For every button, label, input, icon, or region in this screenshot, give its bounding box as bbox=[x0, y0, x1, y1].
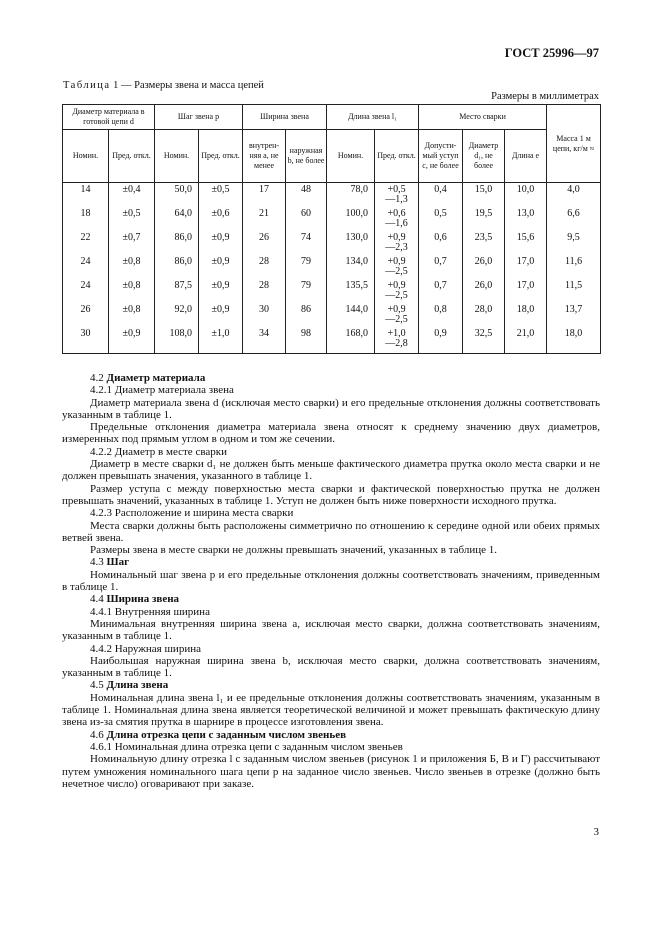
cell-length-dev bbox=[375, 329, 419, 354]
table-row bbox=[63, 305, 601, 329]
length-dev-plus: +0,6 bbox=[387, 208, 406, 219]
section-4-4-title: Ширина звена bbox=[106, 593, 180, 606]
cell-pitch-nom: 86,0 bbox=[155, 257, 199, 281]
cell-diameter-dev: ±0,7 bbox=[109, 233, 155, 257]
cell-weld-length: 10,0 bbox=[505, 183, 547, 210]
cell-pitch-nom: 92,0 bbox=[155, 305, 199, 329]
header-diameter-dev: Пред. откл. bbox=[109, 130, 155, 183]
header-step: Допусти-мый уступ c, не более bbox=[419, 130, 463, 183]
section-4-5 bbox=[62, 679, 600, 691]
length-dev-minus: —1,6 bbox=[385, 218, 408, 229]
section-4-5-title: Длина звена bbox=[106, 679, 169, 692]
cell-diameter-dev: ±0,8 bbox=[109, 281, 155, 305]
cell-length-nom: 130,0 bbox=[327, 233, 375, 257]
units-note: Размеры в миллиметрах bbox=[491, 91, 599, 102]
cell-diameter-dev: ±0,5 bbox=[109, 209, 155, 233]
section-4-4-1-heading: 4.4.1 Внутренняя ширина bbox=[90, 605, 210, 618]
cell-diameter-nom: 24 bbox=[63, 281, 109, 305]
header-pitch-dev: Пред. откл. bbox=[199, 130, 243, 183]
section-4-4-number: 4.4 bbox=[90, 593, 104, 606]
cell-mass: 11,5 bbox=[547, 281, 601, 305]
cell-mass: 6,6 bbox=[547, 209, 601, 233]
section-4-6-1-heading: 4.6.1 Номинальная длина отрезка цепи с заданным числом звеньев bbox=[90, 740, 403, 753]
cell-inner-width: 21 bbox=[243, 209, 286, 233]
cell-mass: 18,0 bbox=[547, 329, 601, 354]
page-number: 3 bbox=[593, 826, 599, 838]
cell-weld-diameter: 15,0 bbox=[463, 183, 505, 210]
cell-weld-length: 15,6 bbox=[505, 233, 547, 257]
header-width: Ширина звена bbox=[243, 105, 327, 130]
length-dev-plus: +0,9 bbox=[387, 256, 406, 267]
cell-diameter-nom: 14 bbox=[63, 183, 109, 210]
cell-step: 0,6 bbox=[419, 233, 463, 257]
header-mass: Масса 1 м цепи, кг/м ≈ bbox=[547, 105, 601, 183]
cell-weld-diameter: 19,5 bbox=[463, 209, 505, 233]
cell-length-nom: 135,5 bbox=[327, 281, 375, 305]
table-title-label: Таблица bbox=[63, 80, 111, 91]
cell-inner-width: 17 bbox=[243, 183, 286, 210]
header-length-nom: Номин. bbox=[327, 130, 375, 183]
cell-inner-width: 30 bbox=[243, 305, 286, 329]
header-length-dev: Пред. откл. bbox=[375, 130, 419, 183]
cell-outer-width: 79 bbox=[286, 281, 327, 305]
cell-diameter-nom: 18 bbox=[63, 209, 109, 233]
header-weld: Место сварки bbox=[419, 105, 547, 130]
section-4-2-1-heading: 4.2.1 Диаметр материала звена bbox=[90, 384, 234, 397]
cell-weld-length: 13,0 bbox=[505, 209, 547, 233]
cell-weld-diameter: 26,0 bbox=[463, 281, 505, 305]
cell-diameter-dev: ±0,4 bbox=[109, 183, 155, 210]
cell-mass: 9,5 bbox=[547, 233, 601, 257]
dimensions-table bbox=[62, 104, 601, 354]
paragraph-4-6-1: Номинальную длину отрезка l с заданным числом звеньев (рисунок 1 и приложения Б, В и Г) рассчитывают путем умножения номинального шага цепи p на заданное число звеньев. Число звеньев в отрезке (должно быть нечетное число) оговаривают при заказе. bbox=[62, 753, 600, 790]
cell-outer-width: 79 bbox=[286, 257, 327, 281]
section-4-2-3-heading: 4.2.3 Расположение и ширина места сварки bbox=[90, 507, 294, 520]
cell-length-dev bbox=[375, 233, 419, 257]
length-dev-minus: —2,3 bbox=[385, 242, 408, 253]
length-dev-minus: —2,5 bbox=[385, 314, 408, 325]
section-4-6-number: 4.6 bbox=[90, 728, 104, 741]
cell-outer-width: 98 bbox=[286, 329, 327, 354]
body-text bbox=[62, 372, 600, 790]
cell-outer-width: 48 bbox=[286, 183, 327, 210]
cell-length-nom: 168,0 bbox=[327, 329, 375, 354]
cell-step: 0,5 bbox=[419, 209, 463, 233]
cell-diameter-dev: ±0,8 bbox=[109, 257, 155, 281]
cell-inner-width: 34 bbox=[243, 329, 286, 354]
section-4-5-number: 4.5 bbox=[90, 679, 104, 692]
cell-step: 0,7 bbox=[419, 281, 463, 305]
cell-length-nom: 78,0 bbox=[327, 183, 375, 210]
cell-step: 0,9 bbox=[419, 329, 463, 354]
section-4-4 bbox=[62, 593, 600, 605]
cell-length-dev bbox=[375, 305, 419, 329]
cell-inner-width: 28 bbox=[243, 281, 286, 305]
section-4-3 bbox=[62, 556, 600, 568]
cell-step: 0,8 bbox=[419, 305, 463, 329]
cell-weld-length: 17,0 bbox=[505, 257, 547, 281]
cell-pitch-dev: ±0,9 bbox=[199, 305, 243, 329]
section-4-2 bbox=[62, 372, 600, 384]
length-dev-minus: —2,8 bbox=[385, 338, 408, 349]
paragraph-4-2-2-b: Размер уступа c между поверхностью места сварки и фактической поверхностью прутка не должен превышать значений, указанных в таблице 1. Уступ не должен быть ниже поверхности исходного прутка. bbox=[62, 482, 600, 507]
cell-diameter-dev: ±0,9 bbox=[109, 329, 155, 354]
header-inner-width: внутрен-няя a, не менее bbox=[243, 130, 286, 183]
cell-pitch-nom: 108,0 bbox=[155, 329, 199, 354]
cell-step: 0,7 bbox=[419, 257, 463, 281]
length-dev-plus: +1,0 bbox=[387, 328, 406, 339]
section-4-2-title: Диаметр материала bbox=[106, 372, 206, 384]
cell-outer-width: 60 bbox=[286, 209, 327, 233]
cell-pitch-dev: ±0,9 bbox=[199, 257, 243, 281]
length-dev-plus: +0,9 bbox=[387, 280, 406, 291]
cell-diameter-dev: ±0,8 bbox=[109, 305, 155, 329]
header-pitch: Шаг звена p bbox=[155, 105, 243, 130]
cell-step: 0,4 bbox=[419, 183, 463, 210]
cell-pitch-dev: ±1,0 bbox=[199, 329, 243, 354]
cell-inner-width: 28 bbox=[243, 257, 286, 281]
cell-length-nom: 134,0 bbox=[327, 257, 375, 281]
cell-pitch-nom: 87,5 bbox=[155, 281, 199, 305]
cell-diameter-nom: 26 bbox=[63, 305, 109, 329]
table-row bbox=[63, 281, 601, 305]
cell-weld-length: 18,0 bbox=[505, 305, 547, 329]
table-title-number: 1 bbox=[113, 80, 119, 91]
header-length: Длина звена l₁ bbox=[327, 105, 419, 130]
length-dev-plus: +0,9 bbox=[387, 304, 406, 315]
cell-mass: 4,0 bbox=[547, 183, 601, 210]
cell-length-nom: 100,0 bbox=[327, 209, 375, 233]
header-weld-diameter: Диаметр d₁, не более bbox=[463, 130, 505, 183]
cell-outer-width: 86 bbox=[286, 305, 327, 329]
cell-weld-diameter: 23,5 bbox=[463, 233, 505, 257]
cell-weld-diameter: 32,5 bbox=[463, 329, 505, 354]
header-outer-width: наружная b, не более bbox=[286, 130, 327, 183]
length-dev-plus: +0,9 bbox=[387, 232, 406, 243]
document-code: ГОСТ 25996—97 bbox=[504, 46, 599, 60]
cell-pitch-nom: 64,0 bbox=[155, 209, 199, 233]
length-dev-minus: —2,5 bbox=[385, 266, 408, 277]
section-4-6-title: Длина отрезка цепи с заданным числом звеньев bbox=[106, 728, 347, 741]
paragraph-4-2-3-b: Размеры звена в месте сварки не должны превышать значений, указанных в таблице 1. bbox=[90, 544, 497, 557]
header-diameter-nom: Номин. bbox=[63, 130, 109, 183]
cell-pitch-dev: ±0,9 bbox=[199, 281, 243, 305]
length-dev-plus: +0,5 bbox=[387, 184, 406, 195]
paragraph-4-3: Номинальный шаг звена p и его предельные отклонения должны соответствовать значениям, приведенным в таблице 1. bbox=[62, 568, 600, 594]
paragraph-4-2-2-a: Диаметр в месте сварки d₁ не должен быть меньше фактического диаметра прутка около места сварки и не должен превышать значения, указанного в таблице 1. bbox=[62, 458, 600, 483]
cell-length-dev bbox=[375, 209, 419, 233]
header-diameter: Диаметр материала в готовой цепи d bbox=[63, 105, 155, 130]
cell-pitch-dev: ±0,9 bbox=[199, 233, 243, 257]
cell-pitch-nom: 50,0 bbox=[155, 183, 199, 210]
table-row bbox=[63, 209, 601, 233]
cell-mass: 11,6 bbox=[547, 257, 601, 281]
cell-length-dev bbox=[375, 183, 419, 210]
length-dev-minus: —2,5 bbox=[385, 290, 408, 301]
section-4-2-number: 4.2 bbox=[90, 372, 104, 384]
length-dev-minus: —1,3 bbox=[385, 194, 408, 205]
cell-weld-diameter: 26,0 bbox=[463, 257, 505, 281]
paragraph-4-2-1-b: Предельные отклонения диаметра материала звена относят к среднему значению двух диаметров, измеренных под прямым углом в одном и том же сечении. bbox=[62, 421, 600, 446]
table-row bbox=[63, 233, 601, 257]
section-4-3-title: Шаг bbox=[106, 556, 130, 569]
header-weld-length: Длина e bbox=[505, 130, 547, 183]
header-pitch-nom: Номин. bbox=[155, 130, 199, 183]
cell-outer-width: 74 bbox=[286, 233, 327, 257]
cell-length-nom: 144,0 bbox=[327, 305, 375, 329]
table-title-caption: — Размеры звена и масса цепей bbox=[121, 80, 264, 91]
cell-diameter-nom: 30 bbox=[63, 329, 109, 354]
section-4-6 bbox=[62, 729, 600, 741]
cell-pitch-dev: ±0,5 bbox=[199, 183, 243, 210]
paragraph-4-4-2: Наибольшая наружная ширина звена b, исключая место сварки, должна соответствовать значениям, указанным в таблице 1. bbox=[62, 654, 600, 680]
cell-diameter-nom: 24 bbox=[63, 257, 109, 281]
table-row bbox=[63, 329, 601, 354]
table-row bbox=[63, 183, 601, 210]
cell-diameter-nom: 22 bbox=[63, 233, 109, 257]
cell-weld-length: 21,0 bbox=[505, 329, 547, 354]
cell-mass: 13,7 bbox=[547, 305, 601, 329]
cell-length-dev bbox=[375, 281, 419, 305]
cell-inner-width: 26 bbox=[243, 233, 286, 257]
section-4-3-number: 4.3 bbox=[90, 556, 104, 569]
table-title bbox=[63, 80, 264, 91]
cell-weld-diameter: 28,0 bbox=[463, 305, 505, 329]
paragraph-4-2-1-a: Диаметр материала звена d (исключая место сварки) и его предельные отклонения должны соответствовать указанным в таблице 1. bbox=[62, 396, 600, 421]
paragraph-4-5: Номинальная длина звена l₁ и ее предельные отклонения должны соответствовать значениям, указанным в таблице 1. Номинальная длина звена является теоретической величиной и может превышать фактическую длину звена из-за смятия прутка в шарнире в процессе изготовления звена. bbox=[62, 691, 600, 729]
cell-weld-length: 17,0 bbox=[505, 281, 547, 305]
table-row bbox=[63, 257, 601, 281]
section-4-2-2-heading: 4.2.2 Диаметр в месте сварки bbox=[90, 445, 227, 458]
paragraph-4-4-1: Минимальная внутренняя ширина звена a, исключая место сварки, должна соответствовать значениям, указанным в таблице 1. bbox=[62, 617, 600, 643]
cell-pitch-dev: ±0,6 bbox=[199, 209, 243, 233]
paragraph-4-2-3-a: Места сварки должны быть расположены симметрично по отношению к середине одной или обеих прямых ветвей звена. bbox=[62, 519, 600, 544]
section-4-4-2-heading: 4.4.2 Наружная ширина bbox=[90, 642, 201, 655]
cell-length-dev bbox=[375, 257, 419, 281]
cell-pitch-nom: 86,0 bbox=[155, 233, 199, 257]
